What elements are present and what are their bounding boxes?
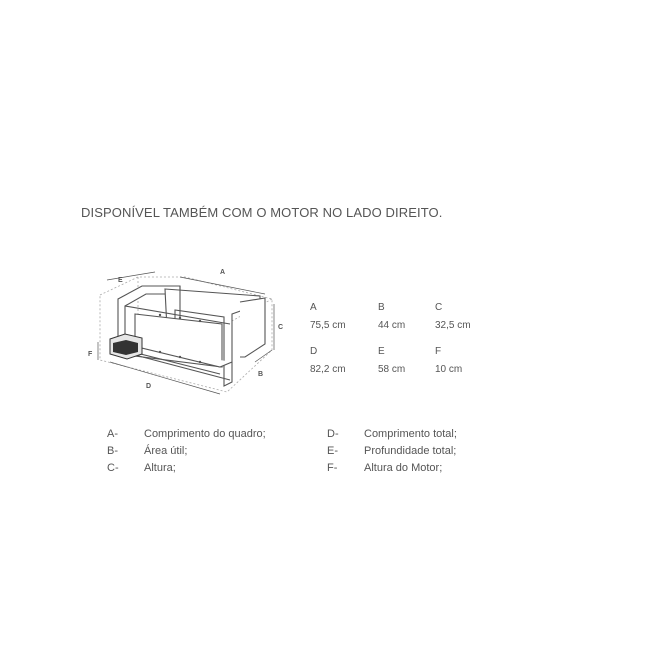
dimension-key: F (435, 346, 442, 357)
legend-code: B- (107, 445, 118, 457)
dimension-value: 58 cm (378, 364, 406, 375)
label-e: E (118, 277, 123, 284)
dimension-key: B (378, 302, 385, 313)
dimension-key: A (310, 302, 317, 313)
legend-text: Profundidade total; (364, 445, 457, 457)
legend-code: C- (107, 462, 119, 474)
dimension-value: 82,2 cm (310, 364, 346, 375)
legend-item-c (107, 460, 307, 477)
legend-text: Altura; (144, 462, 176, 474)
legend-item-f (327, 460, 527, 477)
legend-item-e (327, 443, 527, 460)
label-f: F (88, 351, 93, 358)
legend-text: Comprimento total; (364, 428, 457, 440)
legend-left (107, 426, 307, 477)
dimension-d (310, 344, 346, 377)
legend-item-d (327, 426, 527, 443)
legend-code: A- (107, 428, 118, 440)
legend-code: E- (327, 445, 338, 457)
legend-text: Área útil; (144, 445, 188, 457)
dimension-e (378, 344, 405, 377)
dimension-value: 75,5 cm (310, 320, 346, 331)
dimension-key: E (378, 346, 385, 357)
dimension-values (310, 300, 500, 380)
label-a: A (220, 269, 226, 276)
dimension-key: D (310, 346, 318, 357)
legend-item-b (107, 443, 307, 460)
dimension-b (378, 300, 405, 333)
legend-text: Comprimento do quadro; (144, 428, 266, 440)
dimension-a (310, 300, 346, 333)
label-b: B (258, 371, 264, 378)
legend-code: F- (327, 462, 338, 474)
dimension-value: 10 cm (435, 364, 463, 375)
dimension-value: 44 cm (378, 320, 406, 331)
dimension-value: 32,5 cm (435, 320, 471, 331)
dimension-f (435, 344, 462, 377)
legend-right (327, 426, 527, 477)
dimension-key: C (435, 302, 443, 313)
legend-code: D- (327, 428, 339, 440)
frame-dimension-diagram (80, 262, 285, 407)
legend-item-a (107, 426, 307, 443)
legend-text: Altura do Motor; (364, 462, 443, 474)
label-d: D (146, 383, 152, 390)
dimension-c (435, 300, 471, 333)
availability-note: DISPONÍVEL TAMBÉM COM O MOTOR NO LADO DIREITO. (81, 205, 443, 220)
label-c: C (278, 324, 284, 331)
motor-icon (110, 334, 142, 359)
